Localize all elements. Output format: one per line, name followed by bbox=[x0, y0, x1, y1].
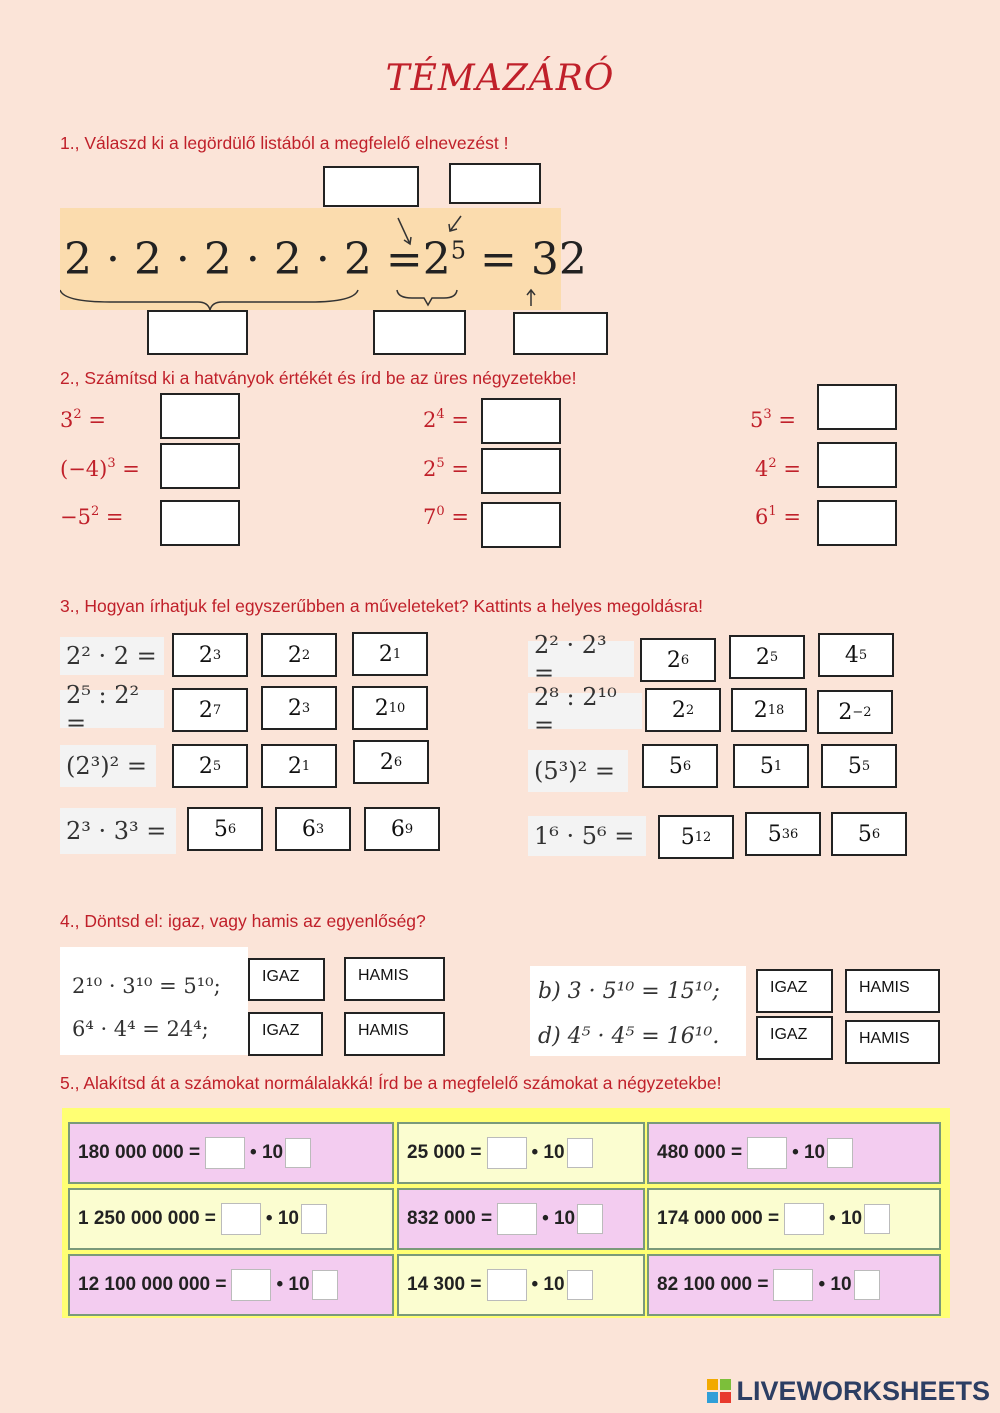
q4-true-button[interactable]: IGAZ bbox=[248, 1012, 323, 1056]
q3-option[interactable]: 2 3 bbox=[172, 633, 248, 677]
q5-exponent-input[interactable] bbox=[567, 1270, 593, 1300]
q2-answer-input[interactable] bbox=[817, 442, 897, 488]
q5-cell: 12 100 000 000 = • 10 bbox=[68, 1254, 394, 1316]
q4-false-button[interactable]: HAMIS bbox=[845, 1020, 940, 1064]
q5-table bbox=[62, 1108, 950, 1318]
q4-equation: b) 3 · 5¹⁰ = 15¹⁰; bbox=[538, 979, 720, 1004]
q2-answer-input[interactable] bbox=[817, 500, 897, 546]
q2-expr: $3^2$ = bbox=[60, 407, 106, 432]
q5-cell: 480 000 = • 10 bbox=[647, 1122, 941, 1184]
q3-option[interactable]: 2 1 bbox=[261, 744, 337, 788]
q3-option[interactable]: 5 12 bbox=[658, 815, 734, 859]
q3-option[interactable]: 5 5 bbox=[821, 744, 897, 788]
q3-option[interactable]: 2 10 bbox=[352, 686, 428, 730]
q2-expr: $6^1$ = bbox=[755, 504, 801, 529]
q3-option[interactable]: 2 2 bbox=[261, 633, 337, 677]
q4-true-button[interactable]: IGAZ bbox=[248, 958, 325, 1001]
q3-expression: 2² · 2³ = bbox=[528, 641, 634, 677]
q5-exponent-input[interactable] bbox=[854, 1270, 880, 1300]
q1-equals-1: = bbox=[385, 234, 423, 285]
q2-expr: $4^2$ = bbox=[755, 456, 801, 481]
q5-exponent-input[interactable] bbox=[577, 1204, 603, 1234]
q5-exponent-input[interactable] bbox=[301, 1204, 327, 1234]
q5-exponent-input[interactable] bbox=[864, 1204, 890, 1234]
q5-mantissa-input[interactable] bbox=[773, 1269, 813, 1301]
q4-false-button[interactable]: HAMIS bbox=[845, 969, 940, 1013]
q2-expr: $2^5$ = bbox=[423, 456, 469, 481]
q2-expr: $7^0$ = bbox=[423, 504, 469, 529]
q2-expr: $(-4)^3$ = bbox=[60, 456, 140, 481]
q5-cell: 25 000 = • 10 bbox=[397, 1122, 645, 1184]
q3-expression: (2³)² = bbox=[60, 745, 156, 787]
q1-equals-2: = bbox=[479, 234, 517, 285]
q1-instruction: 1., Válaszd ki a legördülő listából a megfelelő elnevezést ! bbox=[60, 133, 509, 153]
q3-option[interactable]: 5 6 bbox=[187, 807, 263, 851]
q3-option[interactable]: 2 5 bbox=[172, 744, 248, 788]
q1-dropdown-exponent-label[interactable] bbox=[323, 166, 419, 207]
q3-expression: (5³)² = bbox=[528, 750, 628, 792]
q2-answer-input[interactable] bbox=[481, 502, 561, 548]
q3-option[interactable]: 5 36 bbox=[745, 812, 821, 856]
q5-mantissa-input[interactable] bbox=[205, 1137, 245, 1169]
q3-option[interactable]: 2 2 bbox=[645, 688, 721, 732]
q4-equation: 6⁴ · 4⁴ = 24⁴; bbox=[72, 1017, 209, 1041]
q4-true-button[interactable]: IGAZ bbox=[756, 1016, 833, 1060]
q1-exponent: 5 bbox=[450, 236, 466, 265]
q3-expression: 1⁶ · 5⁶ = bbox=[528, 816, 646, 856]
q5-instruction: 5., Alakítsd át a számokat normálalakká! Írd be a megfelelő számokat a négyzetekbe! bbox=[60, 1073, 722, 1093]
q2-answer-input[interactable] bbox=[817, 384, 897, 430]
q5-cell: 832 000 = • 10 bbox=[397, 1188, 645, 1250]
q2-answer-input[interactable] bbox=[481, 448, 561, 494]
q1-dropdown-base-label[interactable] bbox=[449, 163, 541, 204]
q1-power-figure bbox=[60, 208, 587, 310]
q1-product: 2 · 2 · 2 · 2 · 2 bbox=[64, 234, 372, 285]
underbrace-product bbox=[60, 290, 358, 310]
q3-expression: 2⁵ : 2² = bbox=[60, 690, 164, 728]
q1-base: 2 bbox=[422, 234, 451, 285]
q5-exponent-input[interactable] bbox=[285, 1138, 311, 1168]
q5-cell: 1 250 000 000 = • 10 bbox=[68, 1188, 394, 1250]
q5-mantissa-input[interactable] bbox=[747, 1137, 787, 1169]
q3-option[interactable]: 5 6 bbox=[831, 812, 907, 856]
q4-equation: d) 4⁵ · 4⁵ = 16¹⁰. bbox=[538, 1024, 720, 1049]
q5-mantissa-input[interactable] bbox=[231, 1269, 271, 1301]
q5-mantissa-input[interactable] bbox=[487, 1137, 527, 1169]
q5-mantissa-input[interactable] bbox=[221, 1203, 261, 1235]
q3-option[interactable]: 2 6 bbox=[353, 740, 429, 784]
q1-result: 32 bbox=[530, 234, 587, 285]
page-title: TÉMAZÁRÓ bbox=[385, 58, 615, 99]
q4-equations-left bbox=[60, 947, 248, 1055]
q4-instruction: 4., Döntsd el: igaz, vagy hamis az egyenlőség? bbox=[60, 911, 426, 931]
logo-icon bbox=[707, 1379, 733, 1405]
q5-mantissa-input[interactable] bbox=[497, 1203, 537, 1235]
underbrace-power bbox=[397, 290, 457, 305]
q2-expr: $-5^2$ = bbox=[60, 504, 124, 529]
q3-option[interactable]: 2 3 bbox=[261, 686, 337, 730]
q3-option[interactable]: 5 1 bbox=[733, 744, 809, 788]
q4-equation: 2¹⁰ · 3¹⁰ = 5¹⁰; bbox=[72, 974, 221, 998]
liveworksheets-logo bbox=[707, 1376, 990, 1407]
q3-expression: 2³ · 3³ = bbox=[60, 808, 176, 854]
q3-option[interactable]: 6 3 bbox=[275, 807, 351, 851]
logo-text: LIVEWORKSHEETS bbox=[736, 1376, 990, 1406]
q1-dropdown-result-label[interactable] bbox=[513, 312, 608, 355]
q5-mantissa-input[interactable] bbox=[487, 1269, 527, 1301]
q5-cell: 174 000 000 = • 10 bbox=[647, 1188, 941, 1250]
q5-mantissa-input[interactable] bbox=[784, 1203, 824, 1235]
q5-exponent-input[interactable] bbox=[312, 1270, 338, 1300]
q3-expression: 2⁸ : 2¹⁰ = bbox=[528, 693, 642, 729]
q2-expr: $2^4$ = bbox=[423, 407, 469, 432]
q1-equation bbox=[64, 234, 587, 285]
q5-cell: 14 300 = • 10 bbox=[397, 1254, 645, 1316]
q5-exponent-input[interactable] bbox=[567, 1138, 593, 1168]
q1-dropdown-power-label[interactable] bbox=[373, 310, 466, 355]
q4-false-button[interactable]: HAMIS bbox=[344, 957, 445, 1001]
q3-option[interactable]: 2 6 bbox=[640, 638, 716, 682]
q3-expression: 2² · 2 = bbox=[60, 637, 164, 675]
q2-answer-input[interactable] bbox=[160, 443, 240, 489]
q5-exponent-input[interactable] bbox=[827, 1138, 853, 1168]
q3-option[interactable]: 2 7 bbox=[172, 688, 248, 732]
q2-answer-input[interactable] bbox=[481, 398, 561, 444]
q3-option[interactable]: 2 1 bbox=[352, 632, 428, 676]
q4-equations-right bbox=[530, 966, 746, 1056]
q3-instruction: 3., Hogyan írhatjuk fel egyszerűbben a műveleteket? Kattints a helyes megoldásra! bbox=[60, 596, 704, 616]
q3-option[interactable]: 2 5 bbox=[729, 635, 805, 679]
q4-true-button[interactable]: IGAZ bbox=[756, 969, 833, 1013]
q1-dropdown-product-label[interactable] bbox=[147, 310, 248, 355]
q5-cell: 82 100 000 = • 10 bbox=[647, 1254, 941, 1316]
q3-option[interactable]: 4 5 bbox=[818, 633, 894, 677]
q2-answer-input[interactable] bbox=[160, 393, 240, 439]
q3-option[interactable]: 2 18 bbox=[731, 688, 807, 732]
q3-option[interactable]: 6 9 bbox=[364, 807, 440, 851]
q5-cell: 180 000 000 = • 10 bbox=[68, 1122, 394, 1184]
q2-answer-input[interactable] bbox=[160, 500, 240, 546]
q3-option[interactable]: 2 −2 bbox=[817, 690, 893, 734]
q2-expr: $5^3$ = bbox=[750, 407, 796, 432]
q2-instruction: 2., Számítsd ki a hatványok értékét és írd be az üres négyzetekbe! bbox=[60, 368, 577, 388]
q3-option[interactable]: 5 6 bbox=[642, 744, 718, 788]
q4-false-button[interactable]: HAMIS bbox=[344, 1012, 445, 1056]
